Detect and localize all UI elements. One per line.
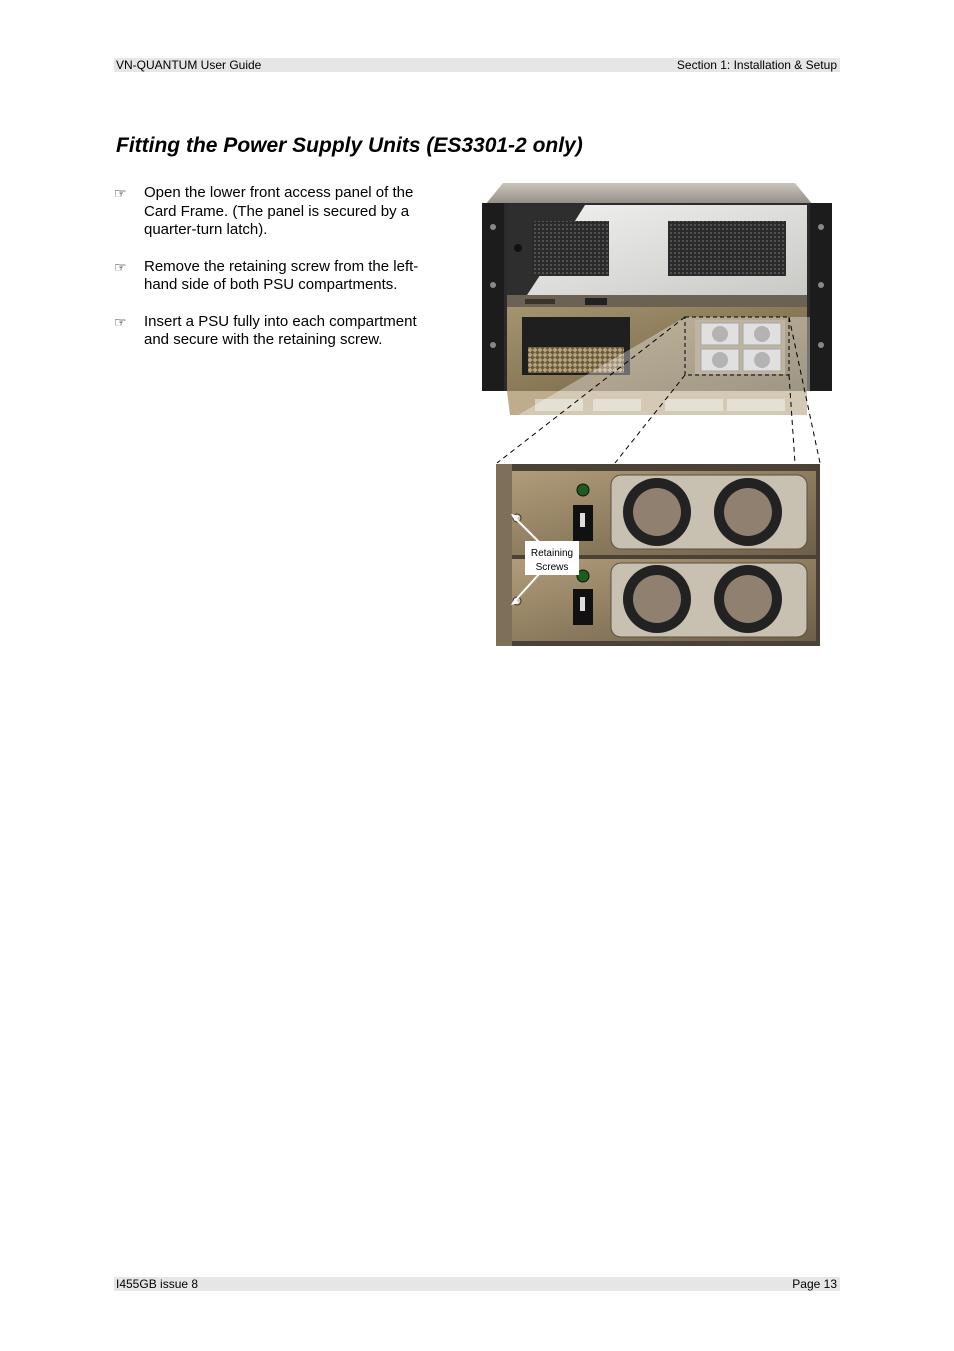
page-header [114, 58, 840, 72]
callout-label-line1: Retaining [530, 548, 574, 559]
instruction-list [114, 184, 444, 368]
psu-figure [465, 175, 835, 660]
step-text: Remove the retaining screw from the left-hand side of both PSU compartments. [144, 257, 419, 293]
instruction-step [114, 184, 444, 240]
page-title: Fitting the Power Supply Units (ES3301-2 only) [116, 134, 583, 157]
card-frame-photo [482, 183, 832, 415]
page-footer [114, 1277, 840, 1291]
instruction-step [114, 258, 444, 295]
pointing-hand-icon: ☞ [114, 185, 127, 201]
psu-closeup-photo [496, 464, 820, 646]
step-text: Insert a PSU fully into each compartment and secure with the retaining screw. [144, 312, 417, 348]
header-section: Section 1: Installation & Setup [676, 58, 837, 72]
instruction-step [114, 313, 444, 350]
header-doc-title: VN-QUANTUM User Guide [116, 58, 262, 72]
psu-illustration [465, 175, 835, 655]
footer-page-number: Page 13 [792, 1277, 837, 1291]
pointing-hand-icon: ☞ [114, 258, 127, 275]
pointing-hand-icon: ☞ [114, 313, 127, 330]
footer-issue: I455GB issue 8 [116, 1277, 199, 1291]
callout-label-line2: Screws [535, 562, 569, 573]
step-text: Open the lower front access panel of the Card Frame. (The panel is secured by a quarter-turn latch). [144, 184, 414, 238]
